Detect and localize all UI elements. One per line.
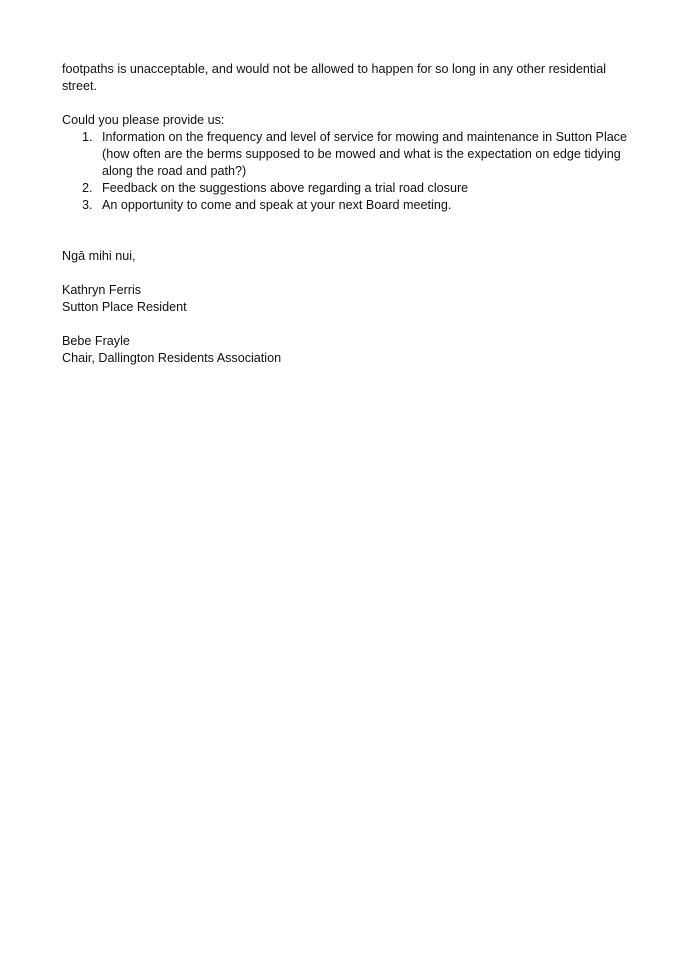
- list-number: 3.: [82, 198, 93, 212]
- signatory-title: Sutton Place Resident: [62, 300, 187, 314]
- list-number: 1.: [82, 130, 93, 144]
- body-paragraph: footpaths is unacceptable, and would not be allowed to happen for so long in any other residential street.: [62, 62, 607, 93]
- list-item: [62, 197, 632, 214]
- list-item: [62, 129, 632, 180]
- signatory-name: Kathryn Ferris: [62, 283, 142, 297]
- closing-salutation: Ngā mihi nui,: [62, 249, 136, 263]
- signatory-name: Bebe Frayle: [62, 334, 130, 348]
- request-list: [62, 129, 632, 214]
- signatory-title: Chair, Dallington Residents Association: [62, 351, 282, 365]
- list-item-text: Information on the frequency and level of service for mowing and maintenance in Sutton Place (how often are the berms supposed to be mowed and what is the expectation on edge tidying along the road and path?): [102, 130, 628, 178]
- list-item-text: An opportunity to come and speak at your next Board meeting.: [102, 198, 452, 212]
- list-item-text: Feedback on the suggestions above regarding a trial road closure: [102, 181, 469, 195]
- request-intro: Could you please provide us:: [62, 113, 225, 127]
- list-item: [62, 180, 632, 197]
- list-number: 2.: [82, 181, 93, 195]
